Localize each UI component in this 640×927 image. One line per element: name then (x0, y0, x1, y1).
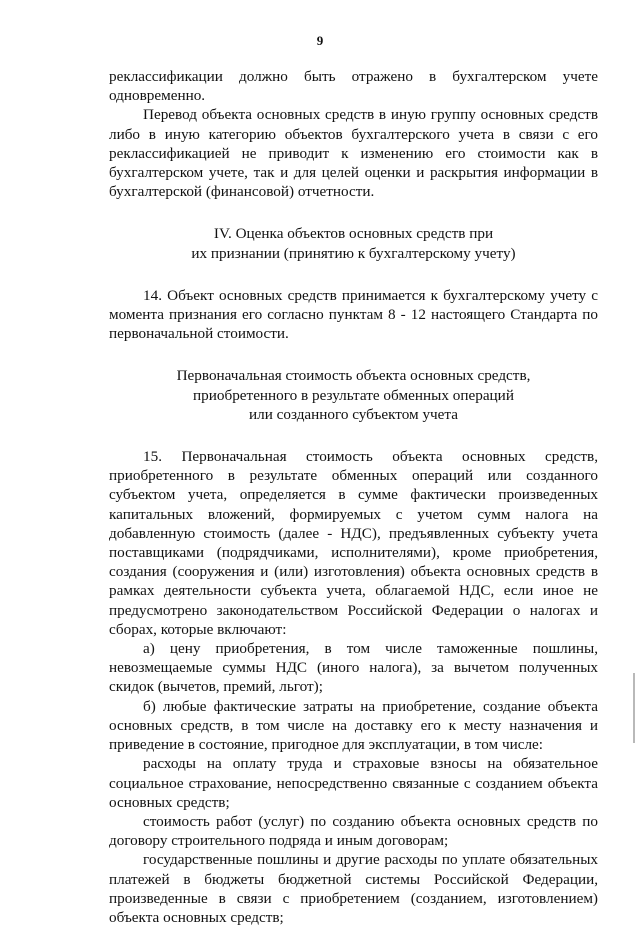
paragraph-labor-costs: расходы на оплату труда и страховые взносы на обязательное социальное страхование, непосредственно связанные с созданием объекта основных средств; (109, 755, 598, 811)
paragraph-transfer: Перевод объекта основных средств в иную группу основных средств либо в иную категорию объектов бухгалтерского учета в связи с его реклассификацией не приводит к изменению его стоимости как в бухгалтерском учете, так и для целей оценки и раскрытия информации в бухгалтерской (финансовой) отчетности. (109, 106, 598, 201)
subsection-heading-line-2: приобретенного в результате обменных операций (193, 386, 514, 404)
section-heading-line-1: IV. Оценка объектов основных средств при (213, 225, 494, 243)
paragraph-15: 15. Первоначальная стоимость объекта основных средств, приобретенного в результате обменных операций или созданного субъектом учета, определяется в сумме фактически произведенных капитальных вложений, формируемых с учетом сумм налога на добавленную стоимость (далее - НДС), предъявленных субъекту учета поставщиками (подрядчиками, исполнителями), кроме приобретения, создания (сооружения и (или) изготовления) объекта основных средств в рамках деятельности субъекта учета, облагаемой НДС, если иное не предусмотрено законодательством Российской Федерации о налогах и сборах, которые включают: (109, 448, 598, 638)
section-heading-line-2: их признании (принятию к бухгалтерскому учету) (191, 244, 516, 262)
paragraph-15b: б) любые фактические затраты на приобретение, создание объекта основных средств, в том числе на доставку его к месту назначения и приведение в состояние, пригодное для эксплуатации, в том числе: (109, 697, 598, 754)
subsection-heading-line-3: или созданного субъектом учета (249, 405, 458, 423)
page-number: 9 (316, 33, 324, 48)
paragraph-15a: а) цену приобретения, в том числе таможенные пошлины, невозмещаемые суммы НДС (иного налога), за вычетом полученных скидок (вычетов, премий, льгот); (109, 640, 598, 696)
paragraph-works-cost: стоимость работ (услуг) по созданию объекта основных средств по договору строительного подряда и иным договорам; (109, 812, 598, 850)
scan-edge-mark (633, 673, 635, 743)
paragraph-14: 14. Объект основных средств принимается к бухгалтерскому учету с момента признания его согласно пунктам 8 - 12 настоящего Стандарта по первоначальной стоимости. (109, 286, 598, 343)
document-body (109, 67, 598, 927)
paragraph-state-duties: государственные пошлины и другие расходы по уплате обязательных платежей в бюджеты бюджетной системы Российской Федерации, произведенные в связи с приобретением (созданием, изготовлением) объекта основных средств; (109, 851, 598, 926)
paragraph-reclassification-end: реклассификации должно быть отражено в бухгалтерском учете одновременно. (109, 68, 598, 105)
subsection-heading-line-1: Первоначальная стоимость объекта основных средств, (176, 367, 531, 385)
